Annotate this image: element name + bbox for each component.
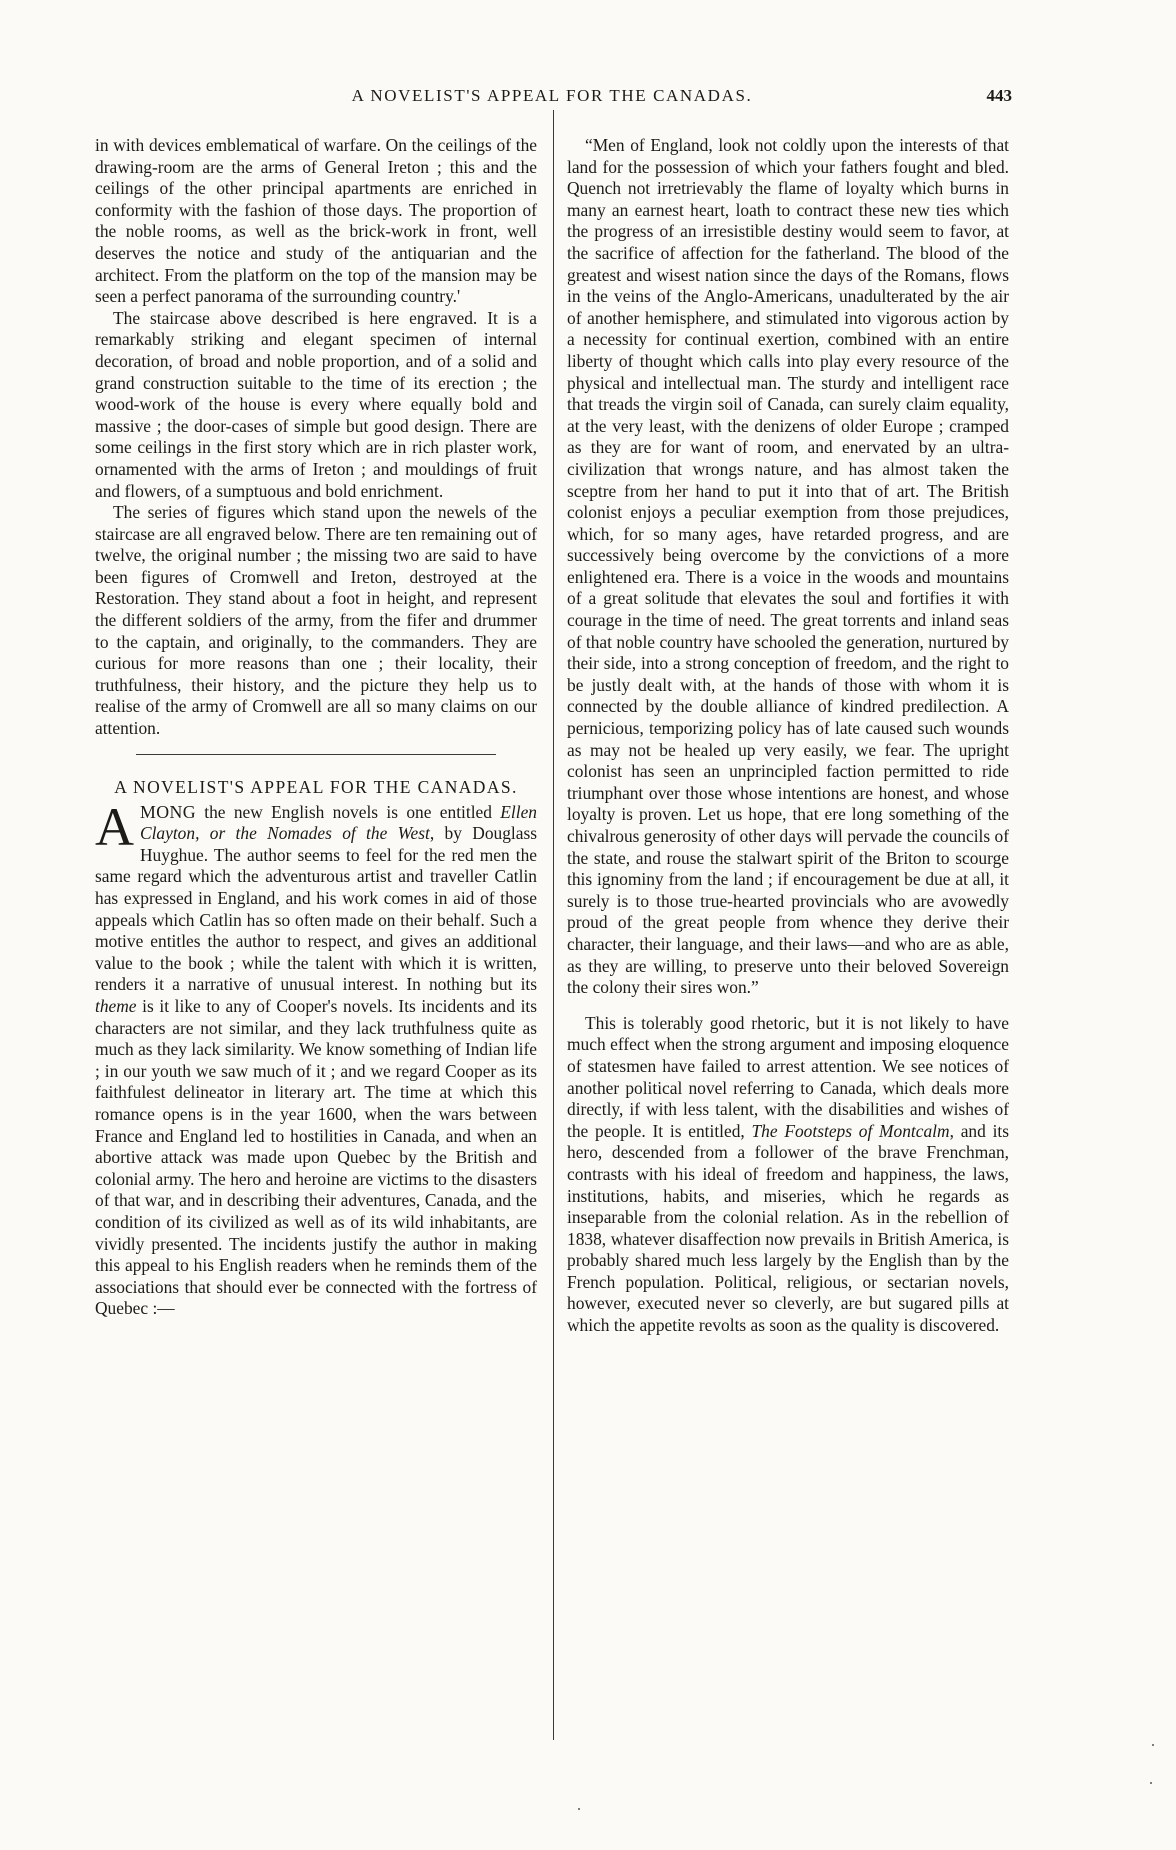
commentary-text-a: This is tolerably good rhetoric, but it is not likely to have much effect when the strong argument and imposing eloquence of statesmen have failed to arrest attention. We see notices of another political novel referring to Canada, which deals more directly, if with less talent, with the disabilities and wishes of the people. It is entitled, (567, 1012, 1009, 1141)
theme-word: theme (95, 995, 137, 1016)
column-divider (553, 110, 554, 1740)
drop-cap: A (95, 796, 134, 857)
paper-speck (1152, 1744, 1154, 1746)
paragraph-commentary (567, 1013, 1009, 1337)
article-title: A NOVELIST'S APPEAL FOR THE CANADAS. (114, 776, 518, 797)
running-title: A NOVELIST'S APPEAL FOR THE CANADAS. (351, 86, 753, 105)
paper-speck (1150, 1782, 1152, 1784)
opening-caps: MONG (140, 801, 196, 822)
right-column (567, 135, 1009, 1337)
paragraph-article-opening (95, 796, 538, 1320)
paragraph-staircase: The staircase above described is here engraved. It is a remarkably striking and elegant specimen of internal decoration, of broad and noble proportion, and of a solid and grand construction suitable to the time of its erection ; the wood-work of the house is every where equally bold and massive ; the door-cases of simple but good design. There are some ceilings in the first story which are in rich plaster work, ornamented with the arms of Ireton ; and mouldings of fruit and flowers, of a sumptuous and bold enrichment. (95, 307, 537, 501)
opening-text-c: is it like to any of Cooper's novels. Its incidents and its characters are not similar, and they lack truthfulness quite as much as they lack similarity. We know something of Indian life ; in our youth we saw much of it ; and we regard Cooper as its faithfulest delineator in literary art. The time at which this romance opens is in the year 1600, when the wars between France and England led to hostilities in Canada, and when an abortive attack was made upon Quebec by the British and colonial army. The hero and heroine are victims to the disasters of that war, and in describing their adventures, Canada, and the condition of its civilized as well as of its wild inhabitants, are vividly presented. The incidents justify the author in making this appeal to his English readers when he reminds them of the associations that should ever be connected with the fortress of Quebec :— (95, 995, 537, 1319)
opening-text-a: the new English novels is one entitled (195, 801, 501, 822)
section-rule (136, 754, 496, 755)
left-column (95, 135, 537, 1320)
paper-speck (578, 1808, 580, 1810)
running-header (92, 78, 1012, 108)
paragraph-mansion-description: in with devices emblematical of warfare. On the ceilings of the drawing-room are the arms of General Ireton ; this and the ceilings of the other principal apartments are enriched in conformity with the fashion of those days. The proportion of the noble rooms, as well as the brick-work in front, well deserves the notice and study of the antiquarian and the architect. From the platform on the top of the mansion may be seen a perfect panorama of the surrounding country.' (95, 135, 537, 307)
opening-text-b: , by Douglass Huyghue. The author seems to feel for the red men the same regard which the adventurous artist and traveller Catlin has expressed in England, and his work comes in aid of those appeals which Catlin has so often made on their behalf. Such a motive entitles the author to respect, and gives an additional value to the book ; while the talent with which it is written, renders it a narrative of unusual interest. In nothing but its (95, 823, 538, 995)
page-number: 443 (986, 86, 1012, 105)
paragraph-figures: The series of figures which stand upon the newels of the staircase are all engraved below. There are ten remaining out of twelve, the original number ; the missing two are said to have been figures of Cromwell and Ireton, destroyed at the Restoration. They stand about a foot in height, and represent the different soldiers of the army, from the fifer and drummer to the captain, and originally, to the commanders. They are curious for more reasons than one ; their locality, their truthfulness, their history, and the picture they help us to realise of the army of Cromwell are all so many claims on our attention. (95, 502, 537, 739)
novel-title-footsteps-of-montcalm: The Footsteps of Montcalm (751, 1120, 950, 1141)
novel-title-ellen-clayton: Ellen Clayton, or the Nomades of the West (140, 801, 537, 844)
quote-block: “Men of England, look not coldly upon the interests of that land for the possession of which your fathers fought and bled. Quench not irretrievably the flame of loyalty which burns in many an earnest heart, loath to contract these new ties which the progress of an irresistible destiny would seem to favor, at the sacrifice of affection for the fatherland. The blood of the greatest and wisest nation since the days of the Romans, flows in the veins of the Anglo-Americans, unadulterated by the air of another hemisphere, and stimulated into vigorous action by a necessity for continual exertion, combined with an entire liberty of thought which calls into play every resource of the physical and intellectual man. The sturdy and intelligent race that treads the virgin soil of Canada, can surely claim equality, at the very least, with the denizens of older Europe ; cramped as they are for want of room, and enervated by an ultra-civilization that wrongs nature, and has almost taken the sceptre from her hand to put it into that of art. The British colonist enjoys a peculiar exemption from those prejudices, which, for so many ages, have retarded progress, and are successively being overcome by the convictions of a more enlightened era. There is a voice in the woods and mountains of a great solitude that elevates the soul and fortifies it with courage in the time of need. The great torrents and inland seas of that noble country have schooled the generation, nurtured by their side, into a strong conception of freedom, and the right to be justly dealt with, at the hands of those with whom it is connected by the double alliance of kindred predilection. A pernicious, temporizing policy has of late caused such wounds as may not be healed up very easily, we fear. The upright colonist has seen an unprincipled faction permitted to ride triumphant over those whose intentions are honest, and whose loyalty is proven. Let us hope, that ere long something of the chivalrous generosity of other days will pervade the councils of the state, and rouse the stalwart spirit of the Briton to scourge this ignominy from the land ; if encouragement be due at all, it surely is to those true-hearted provincials who are avowedly proud of the great people from whence they derive their character, their language, and their laws—and who are as able, as they are willing, to preserve unto their beloved Sovereign the colony their sires won.” (567, 135, 1009, 998)
commentary-text-b: , and its hero, descended from a follower of the brave Frenchman, contrasts with his ideal of freedom and happiness, the laws, institutions, habits, and miseries, which he regards as inseparable from the colonial relation. As in the rebellion of 1838, whatever disaffection now prevails in British America, is probably shared much less largely by the English than by the French population. Political, religious, or sectarian novels, however, executed never so cleverly, are but sugared pills at which the appetite revolts as soon as the quality is discovered. (567, 1120, 1009, 1336)
